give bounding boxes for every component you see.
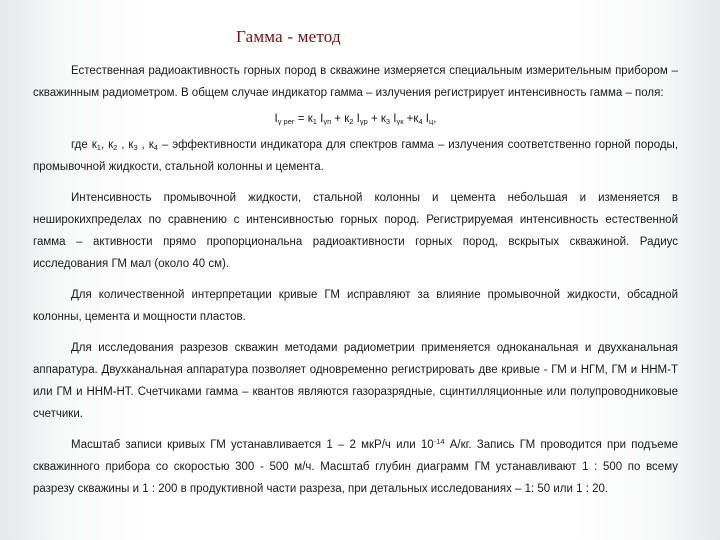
formula-end: , bbox=[433, 113, 437, 125]
formula-k1: 1 bbox=[312, 117, 317, 126]
scale-exponent: -14 bbox=[433, 437, 445, 446]
scale-text-b: А/кг. Запись ГМ проводится при подъеме скважинного прибора со скоростью 300 - 500 м/ч. Масштаб глубин диаграмм ГМ устанавливают 1 : 500 по всему разрезу скважины и 1 : 200 в продуктивной части разреза, при детальных исследованиях – 1: 50 или 1 : 20. bbox=[33, 439, 678, 495]
coef-sub-1: 1 bbox=[96, 143, 101, 152]
formula-plus4: +к bbox=[403, 113, 419, 125]
formula-term2: I bbox=[353, 113, 360, 125]
formula-k4: 4 bbox=[418, 117, 423, 126]
formula-plus2: + к bbox=[331, 113, 350, 125]
coef-text-a: где к bbox=[71, 139, 97, 151]
formula-plus3: + к bbox=[367, 113, 386, 125]
paragraph-equipment: Для исследования разрезов скважин методами радиометрии применяется одноканальная и двухканальная аппаратура. Двухканальная аппаратура позволяет одновременно регистрировать две кривые - ГМ и НГМ, ГМ и ННМ-Т или ГМ и ННМ-НТ. Счетчиками гамма – квантов являются газоразрядные, сцинтилляционные или полупроводниковые счетчики. bbox=[33, 342, 678, 420]
coef-sub-4: 4 bbox=[153, 143, 158, 152]
paragraph-scale bbox=[33, 434, 678, 500]
formula-term3: I bbox=[390, 113, 397, 125]
formula-term4-sub: ц bbox=[429, 117, 434, 126]
coef-sub-3: 3 bbox=[133, 143, 138, 152]
paragraph-coefficients bbox=[33, 134, 678, 178]
formula-term3-sub: γк bbox=[396, 117, 404, 126]
formula-term1-sub: γп bbox=[323, 117, 332, 126]
paragraph-interpretation: Для количественной интерпретации кривые ГМ исправляют за влияние промывочной жидкости, обсадной колонны, цемента и мощности пластов. bbox=[33, 289, 678, 323]
formula bbox=[33, 108, 678, 130]
formula-k2: 2 bbox=[349, 117, 354, 126]
formula-lhs-sub: γ рег bbox=[277, 117, 295, 126]
formula-lhs: I bbox=[274, 113, 278, 125]
slide-body bbox=[33, 60, 678, 509]
scale-text-a: Масштаб записи кривых ГМ устанавливается 1 – 2 мкР/ч или 10 bbox=[71, 439, 434, 451]
coef-text-e: – эффективности индикатора для спектров гамма – излучения соответственно горной породы, промывочной жидкости, стальной колонны и цемента. bbox=[33, 139, 679, 173]
coef-text-b: , к bbox=[100, 139, 114, 151]
coef-text-d: , к bbox=[137, 139, 154, 151]
formula-term2-sub: γр bbox=[359, 117, 368, 126]
coef-text-c: , к bbox=[117, 139, 134, 151]
slide-title: Гамма - метод bbox=[236, 27, 341, 46]
formula-eq: = к bbox=[294, 113, 313, 125]
formula-term1: I bbox=[316, 113, 324, 125]
coef-sub-2: 2 bbox=[113, 143, 118, 152]
paragraph-intro: Естественная радиоактивность горных пород в скважине измеряется специальным измерительным прибором – скважинным радиометром. В общем случае индикатор гамма – излучения регистрирует интенсивность гамма – поля: bbox=[33, 65, 678, 99]
paragraph-intensity: Интенсивность промывочной жидкости, стальной колонны и цемента небольшая и изменяется в неширокихпределах по сравнению с интенсивностью горных пород. Регистрируемая интенсивность естественной гамма – активности прямо пропорциональна радиоактивности горных пород, вскрытых скважиной. Радиус исследования ГМ мал (около 40 см). bbox=[33, 192, 678, 270]
formula-k3: 3 bbox=[385, 117, 391, 126]
formula-term4: I bbox=[422, 113, 429, 125]
